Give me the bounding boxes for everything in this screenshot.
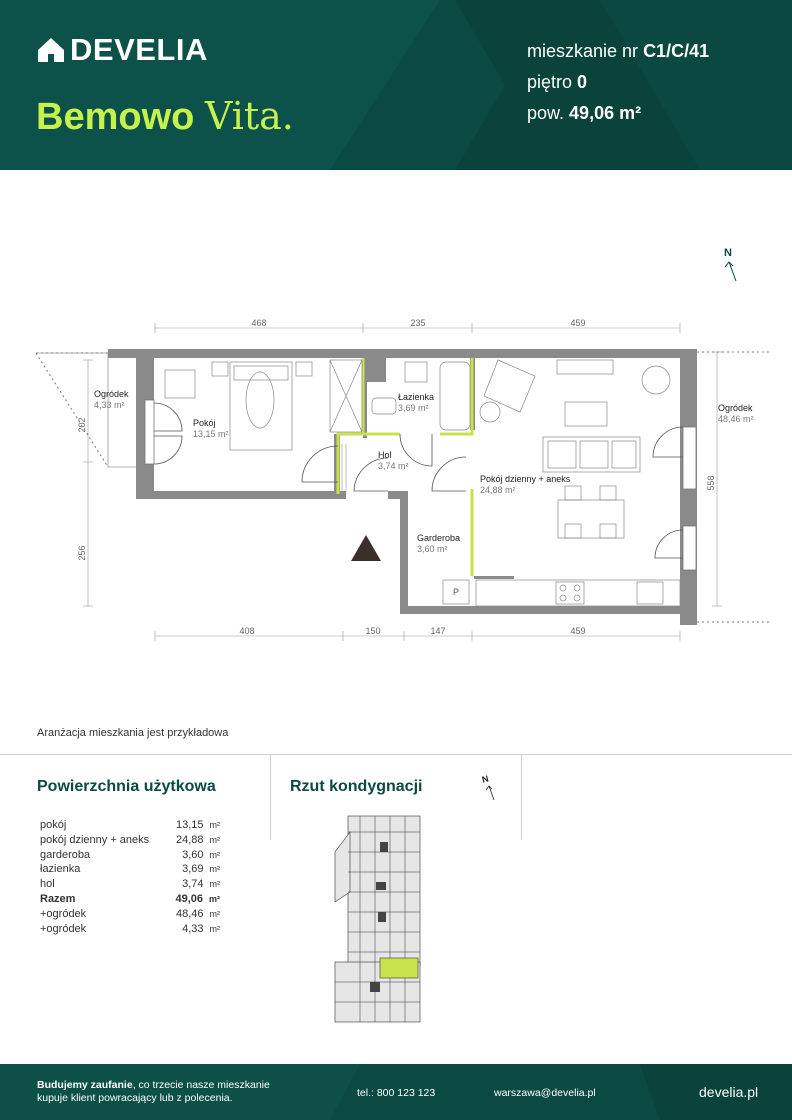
project-title-part2: Vita. xyxy=(204,94,294,138)
area-row-value: 49,06 m² xyxy=(175,892,220,905)
room-lazienka-area: 3,69 m² xyxy=(398,403,429,413)
room-garderoba-area: 3,60 m² xyxy=(417,544,448,554)
plant-icon xyxy=(480,402,500,422)
room-pokoj-name: Pokój xyxy=(193,418,216,428)
dim-left-1: 202 xyxy=(77,417,87,433)
room-garden-left-area: 4,33 m² xyxy=(94,400,125,410)
footer-trust-text: Budujemy zaufanie, co trzecie nasze mieszkanie kupuje klient powracający lub z polecenia. xyxy=(37,1079,270,1104)
dim-bottom-3: 147 xyxy=(430,626,446,636)
area-row xyxy=(40,907,220,922)
area-row-value: 24,88 m² xyxy=(175,833,220,846)
areas-title: Powierzchnia użytkowa xyxy=(37,778,216,795)
highlighted-apartment xyxy=(380,958,418,978)
dim-top-3: 459 xyxy=(570,318,586,328)
sofa-icon xyxy=(543,437,640,472)
table-small-icon xyxy=(565,402,607,426)
bathtub-icon xyxy=(440,362,470,430)
sideboard-icon xyxy=(557,360,613,374)
room-lazienka-name: Łazienka xyxy=(398,392,435,402)
entrance-marker-icon xyxy=(351,535,381,561)
area-row-name: pokój dzienny + aneks xyxy=(40,833,150,846)
area-row-name: +ogródek xyxy=(40,922,87,935)
footer-email[interactable]: warszawa@develia.pl xyxy=(494,1087,596,1099)
area-row xyxy=(40,877,220,892)
dim-top-1: 468 xyxy=(251,318,267,328)
footer-phone[interactable]: tel.: 800 123 123 xyxy=(357,1087,436,1099)
area-row xyxy=(40,892,220,907)
section-divider xyxy=(0,754,792,755)
dimension-labels xyxy=(77,318,716,636)
room-pokoj-area: 13,15 m² xyxy=(193,429,229,439)
area-row-value: 4,33 m² xyxy=(182,922,220,935)
area-row-value: 48,46 m² xyxy=(175,907,220,920)
area-row xyxy=(40,818,220,833)
area-value: 49,06 m² xyxy=(569,103,642,123)
apartment-number: C1/C/41 xyxy=(643,41,710,61)
dim-bottom-2: 150 xyxy=(365,626,381,636)
area-row-name: hol xyxy=(40,878,55,891)
room-garden-right-area: 48,46 m² xyxy=(718,414,754,424)
area-row xyxy=(40,922,220,937)
area-row-name: garderoba xyxy=(40,848,91,861)
header xyxy=(0,0,792,170)
project-title xyxy=(36,94,294,139)
area-row-name: Razem xyxy=(40,892,76,905)
desk-icon xyxy=(165,370,195,398)
room-living-area: 24,88 m² xyxy=(480,485,516,495)
room-garderoba-name: Garderoba xyxy=(417,533,461,543)
develia-logo-icon xyxy=(38,38,64,62)
floor-plan xyxy=(0,170,792,700)
area-row-value: 3,74 m² xyxy=(182,878,220,891)
building-floorplan-map xyxy=(330,772,440,1042)
dining-table-icon xyxy=(558,500,624,538)
room-garden-right-name: Ogródek xyxy=(718,403,753,413)
walls xyxy=(108,349,697,625)
area-row-value: 13,15 m² xyxy=(175,819,220,831)
dim-bottom-1: 408 xyxy=(239,626,255,636)
toilet-icon xyxy=(372,398,396,414)
column-divider-2 xyxy=(521,755,522,840)
area-row xyxy=(40,862,220,877)
svg-text:N: N xyxy=(724,247,732,259)
column-divider-1 xyxy=(270,755,271,840)
area-row-name: łazienka xyxy=(40,863,81,876)
areas-table xyxy=(40,818,220,936)
dim-left-2: 256 xyxy=(77,545,87,561)
room-hol-name: Hol xyxy=(378,450,392,460)
dim-bottom-4: 459 xyxy=(570,626,586,636)
area-line: pow. 49,06 m² xyxy=(527,103,642,123)
area-row-name: +ogródek xyxy=(40,907,87,920)
floor-value: 0 xyxy=(577,72,588,92)
room-labels xyxy=(94,389,754,554)
apartment-number-line: mieszkanie nr C1/C/41 xyxy=(527,41,710,61)
fridge-label: P xyxy=(452,587,460,597)
develia-logo xyxy=(38,32,208,67)
dim-right-1: 558 xyxy=(706,475,716,491)
sink-icon xyxy=(405,362,427,382)
plant-icon-2 xyxy=(642,366,670,394)
garden-left xyxy=(36,353,136,467)
area-row xyxy=(40,848,220,863)
hol-stairs xyxy=(342,444,346,494)
floorplan-title: Rzut kondygnacji xyxy=(290,778,423,795)
area-row-value: 3,69 m² xyxy=(182,863,220,876)
footer-website[interactable]: develia.pl xyxy=(699,1084,759,1100)
bed-icon xyxy=(230,362,292,450)
footer xyxy=(0,1064,792,1120)
project-title-part1: Bemowo xyxy=(36,96,195,138)
logo-text: DEVELIA xyxy=(70,32,208,67)
dim-top-2: 235 xyxy=(410,318,426,328)
kitchen-counter-icon xyxy=(476,580,680,606)
apartment-info xyxy=(527,36,709,129)
disclaimer: Aranżacja mieszkania jest przykładowa xyxy=(37,727,229,739)
area-row xyxy=(40,833,220,848)
area-row-value: 3,60 m² xyxy=(182,848,220,861)
floor-line: piętro 0 xyxy=(527,72,588,92)
svg-text:N: N xyxy=(480,773,490,785)
north-arrow-small-icon xyxy=(480,772,500,802)
room-living-name: Pokój dzienny + aneks xyxy=(480,474,571,484)
room-garden-left-name: Ogródek xyxy=(94,389,129,399)
armchair-icon xyxy=(484,360,535,412)
room-hol-area: 3,74 m² xyxy=(378,461,409,471)
north-arrow-icon xyxy=(724,247,736,281)
area-row-name: pokój xyxy=(40,819,67,831)
